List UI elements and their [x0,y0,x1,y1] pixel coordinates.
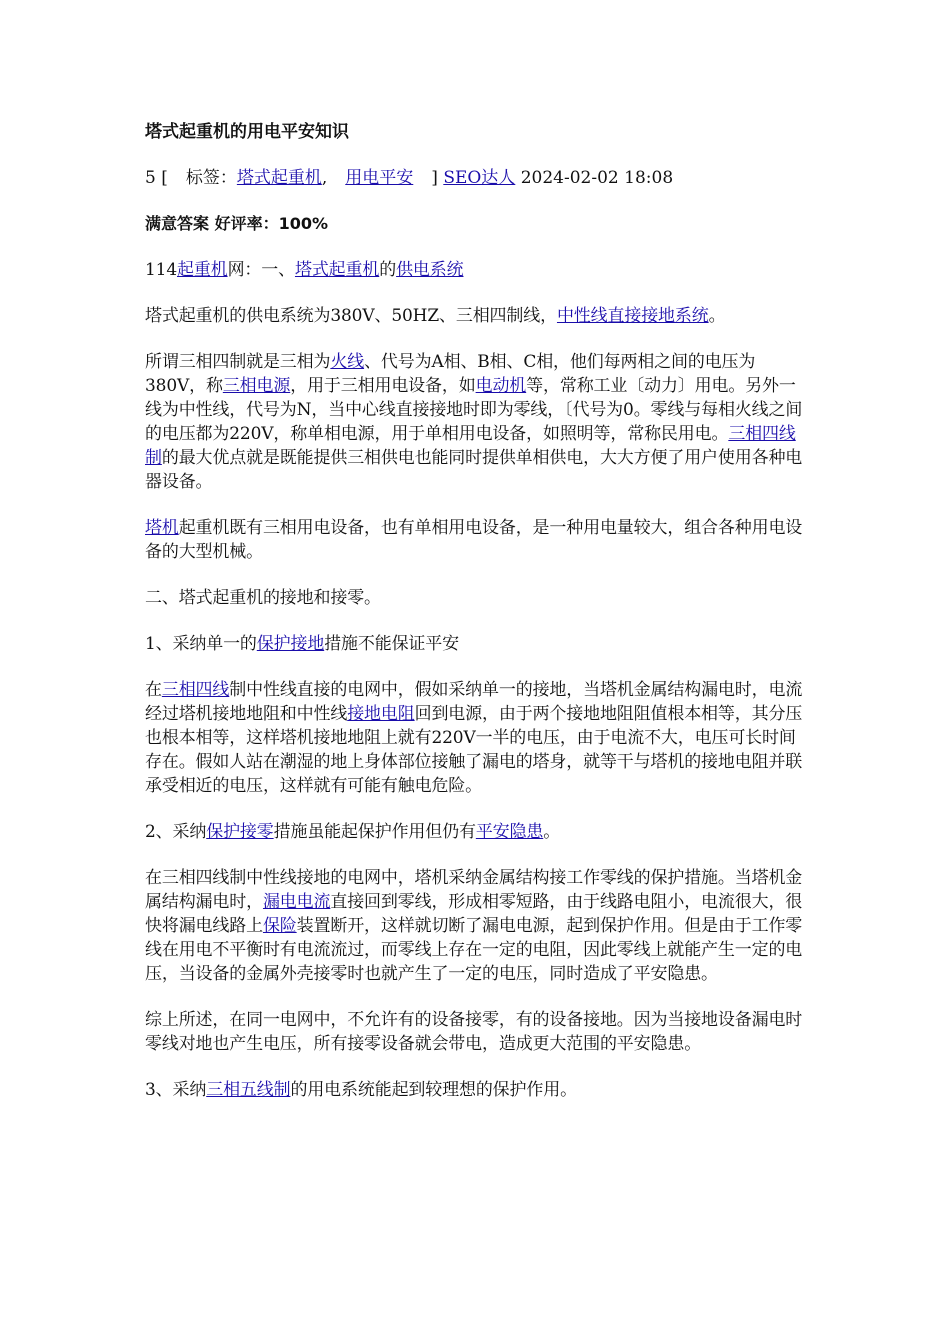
tag-link-tower-crane[interactable]: 塔式起重机 [236,168,322,188]
link-leakage-current[interactable]: 漏电电流 [262,892,331,912]
paragraph-11: 3、采纳三相五线制的用电系统能起到较理想的保护作用。 [145,1080,577,1100]
page-title: 塔式起重机的用电平安知识 [145,122,349,142]
link-tower-crane[interactable]: 塔式起重机 [294,260,380,280]
tag-label: 标签： [185,168,237,188]
paragraph-3: 所谓三相四制就是三相为火线、代号为A相、B相、C相，他们每两相之间的电压为380V，称三相电源，用于三相用电设备，如电动机等，常称工业〔动力〕用电。另外一线为中性线，代号为N，当中心线直接接地时即为零线，〔代号为0。零线与每相火线之间的电压都为220V，称单相电源，用于单相用电设备，如照明等，常称民用电。三相四线制的最大优点就是既能提供三相供电也能同时提供单相供电，大大方便了用户使用各种电器设备。 [145,352,803,492]
link-protective-grounding[interactable]: 保护接地 [256,634,325,654]
tag-link-electric-safety[interactable]: 用电平安 [345,168,414,188]
paragraph-8: 2、采纳保护接零措施虽能起保护作用但仍有平安隐患。 [145,822,561,842]
paragraph-1: 114起重机网：一、塔式起重机的供电系统 [145,260,464,280]
link-fuse[interactable]: 保险 [262,916,297,936]
paragraph-6: 1、采纳单一的保护接地措施不能保证平安 [145,634,459,654]
paragraph-7: 在三相四线制中性线直接的电网中，假如采纳单一的接地，当塔机金属结构漏电时，电流经过塔机接地地阻和中性线接地电阻回到电源，由于两个接地地阻阻值根本相等，其分压也根本相等，这样塔机接地地阻上就有220V一半的电压，由于电流不大，电压可长时间存在。假如人站在潮湿的地上身体部位接触了漏电的塔身，就等干与塔机的接地电阻并联承受相近的电压，这样就有可能有触电危险。 [145,680,803,796]
link-grounding-resistance[interactable]: 接地电阻 [347,704,415,724]
article-meta [145,166,807,190]
link-crane[interactable]: 起重机 [177,260,228,280]
post-date: 2024-02-02 18:08 [520,168,674,188]
article [145,120,807,1124]
paragraph-10: 综上所述，在同一电网中，不允许有的设备接零，有的设备接地。因为当接地设备漏电时零线对地也产生电压，所有接零设备就会带电，造成更大范围的平安隐患。 [145,1010,803,1054]
link-three-phase-power[interactable]: 三相电源 [222,376,291,396]
link-safety-hazard[interactable]: 平安隐患 [475,822,544,842]
tag-close-bracket: ] [431,168,438,188]
meta-number: 5 [ [145,168,168,188]
author-link[interactable]: SEO达人 [443,168,516,188]
link-tower-machine[interactable]: 塔机 [145,518,179,538]
link-neutral-grounding-system[interactable]: 中性线直接接地系统 [556,306,709,326]
paragraph-9: 在三相四线制中性线接地的电网中，塔机采纳金属结构接工作零线的保护措施。当塔机金属结构漏电时，漏电电流直接回到零线，形成相零短路，由于线路电阻小，电流很大，很快将漏电线路上保险装置断开，这样就切断了漏电电源，起到保护作用。但是由于工作零线在用电不平衡时有电流流过，而零线上存在一定的电阻，因此零线上就能产生一定的电压，当设备的金属外壳接零时也就产生了一定的电压，同时造成了平安隐患。 [145,868,803,984]
link-live-wire[interactable]: 火线 [330,352,365,372]
link-three-phase-four-wire[interactable]: 三相四线制 [145,424,796,468]
link-protective-zeroing[interactable]: 保护接零 [206,822,274,842]
paragraph-2: 塔式起重机的供电系统为380V、50HZ、三相四制线，中性线直接接地系统。 [145,306,726,326]
answer-rating: 满意答案 好评率：100% [145,214,329,233]
link-three-phase-four-line[interactable]: 三相四线 [161,680,230,700]
paragraph-4: 塔机起重机既有三相用电设备，也有单相用电设备，是一种用电量较大，组合各种用电设备的大型机械。 [145,518,803,562]
link-three-phase-five-wire[interactable]: 三相五线制 [206,1080,291,1100]
tag-separator: , [321,168,328,188]
link-electric-motor[interactable]: 电动机 [475,376,527,396]
link-power-supply-system[interactable]: 供电系统 [396,260,464,280]
paragraph-5: 二、塔式起重机的接地和接零。 [145,588,381,608]
